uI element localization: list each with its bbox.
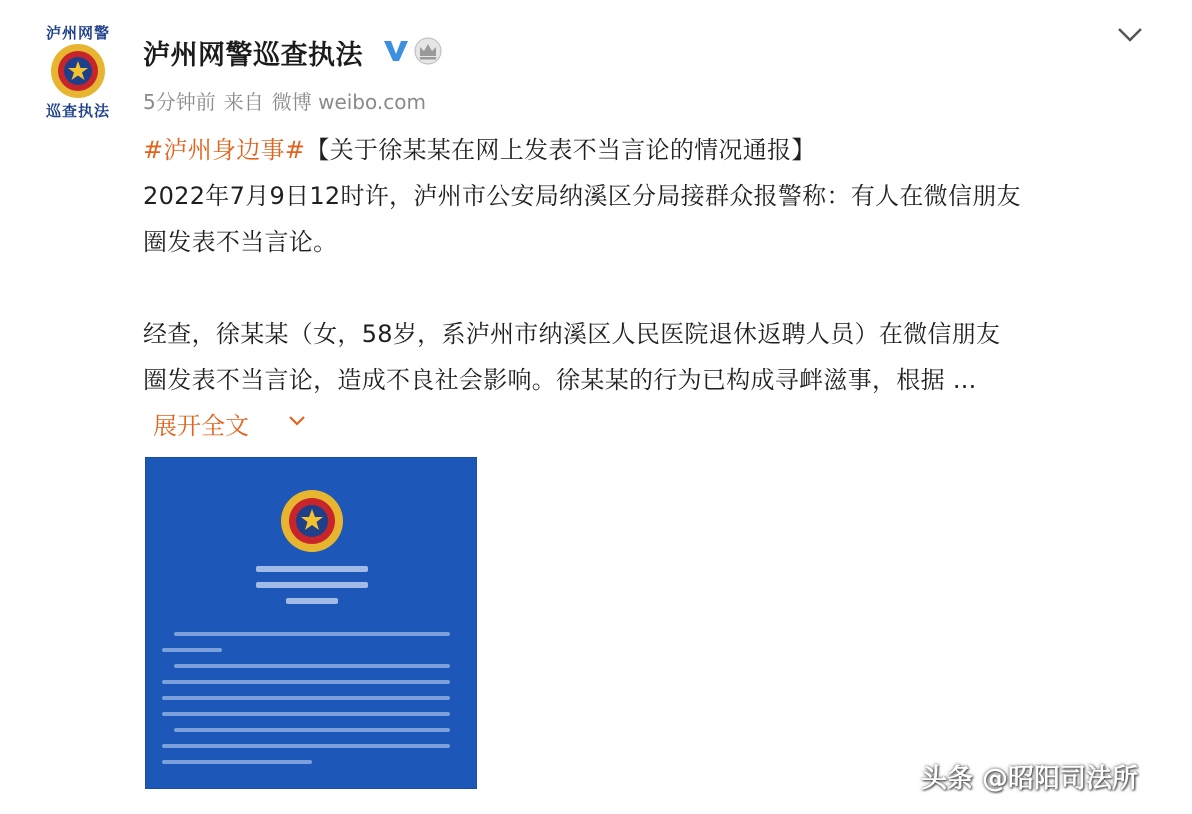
expand-full-text-link[interactable]: 展开全文 <box>153 412 249 440</box>
police-emblem-icon <box>279 488 345 554</box>
account-name[interactable]: 泸州网警巡查执法 <box>143 40 363 71</box>
avatar-bottom-text: 巡查执法 <box>45 102 110 120</box>
notice-text-line <box>162 760 312 764</box>
post-text-line: 2022年7月9日12时许，泸州市公安局纳溪区分局接群众报警称：有人在微信朋友 <box>143 182 1021 210</box>
post-text-line: 经查，徐某某（女，58岁，系泸州市纳溪区人民医院退休返聘人员）在微信朋友 <box>143 320 1001 348</box>
source-watermark: 头条 @昭阳司法所 <box>921 764 1139 794</box>
crown-icon <box>414 37 442 65</box>
notice-text-line <box>162 712 450 716</box>
notice-text-line <box>162 744 450 748</box>
post-headline: 【关于徐某某在网上发表不当言论的情况通报】 <box>305 136 816 164</box>
notice-text-line <box>162 696 450 700</box>
chevron-down-icon[interactable] <box>1116 25 1144 45</box>
post-headline-line <box>143 130 816 165</box>
attached-notice-image[interactable] <box>145 457 477 789</box>
notice-text-line <box>162 680 450 684</box>
notice-title-line <box>286 598 338 604</box>
account-avatar[interactable] <box>30 22 126 122</box>
topic-hashtag[interactable]: #泸州身边事# <box>143 136 306 164</box>
notice-text-line <box>162 648 222 652</box>
post-text-line: 圈发表不当言论。 <box>143 228 338 256</box>
source-prefix: 来自 <box>223 90 264 114</box>
police-emblem-icon <box>48 42 108 100</box>
notice-title-line <box>256 566 368 572</box>
post-source[interactable]: 微博 weibo.com <box>271 90 426 114</box>
verified-v-icon <box>382 38 410 64</box>
notice-text-line <box>174 728 450 732</box>
post-meta <box>143 86 434 115</box>
expand-chevron-icon[interactable] <box>287 414 307 428</box>
notice-text-line <box>174 632 450 636</box>
post-text-line: 圈发表不当言论，造成不良社会影响。徐某某的行为已构成寻衅滋事，根据 ... <box>143 366 977 394</box>
notice-title-line <box>256 582 368 588</box>
post-time: 5分钟前 <box>143 90 216 114</box>
avatar-top-text: 泸州网警 <box>45 24 110 42</box>
notice-text-line <box>174 664 450 668</box>
